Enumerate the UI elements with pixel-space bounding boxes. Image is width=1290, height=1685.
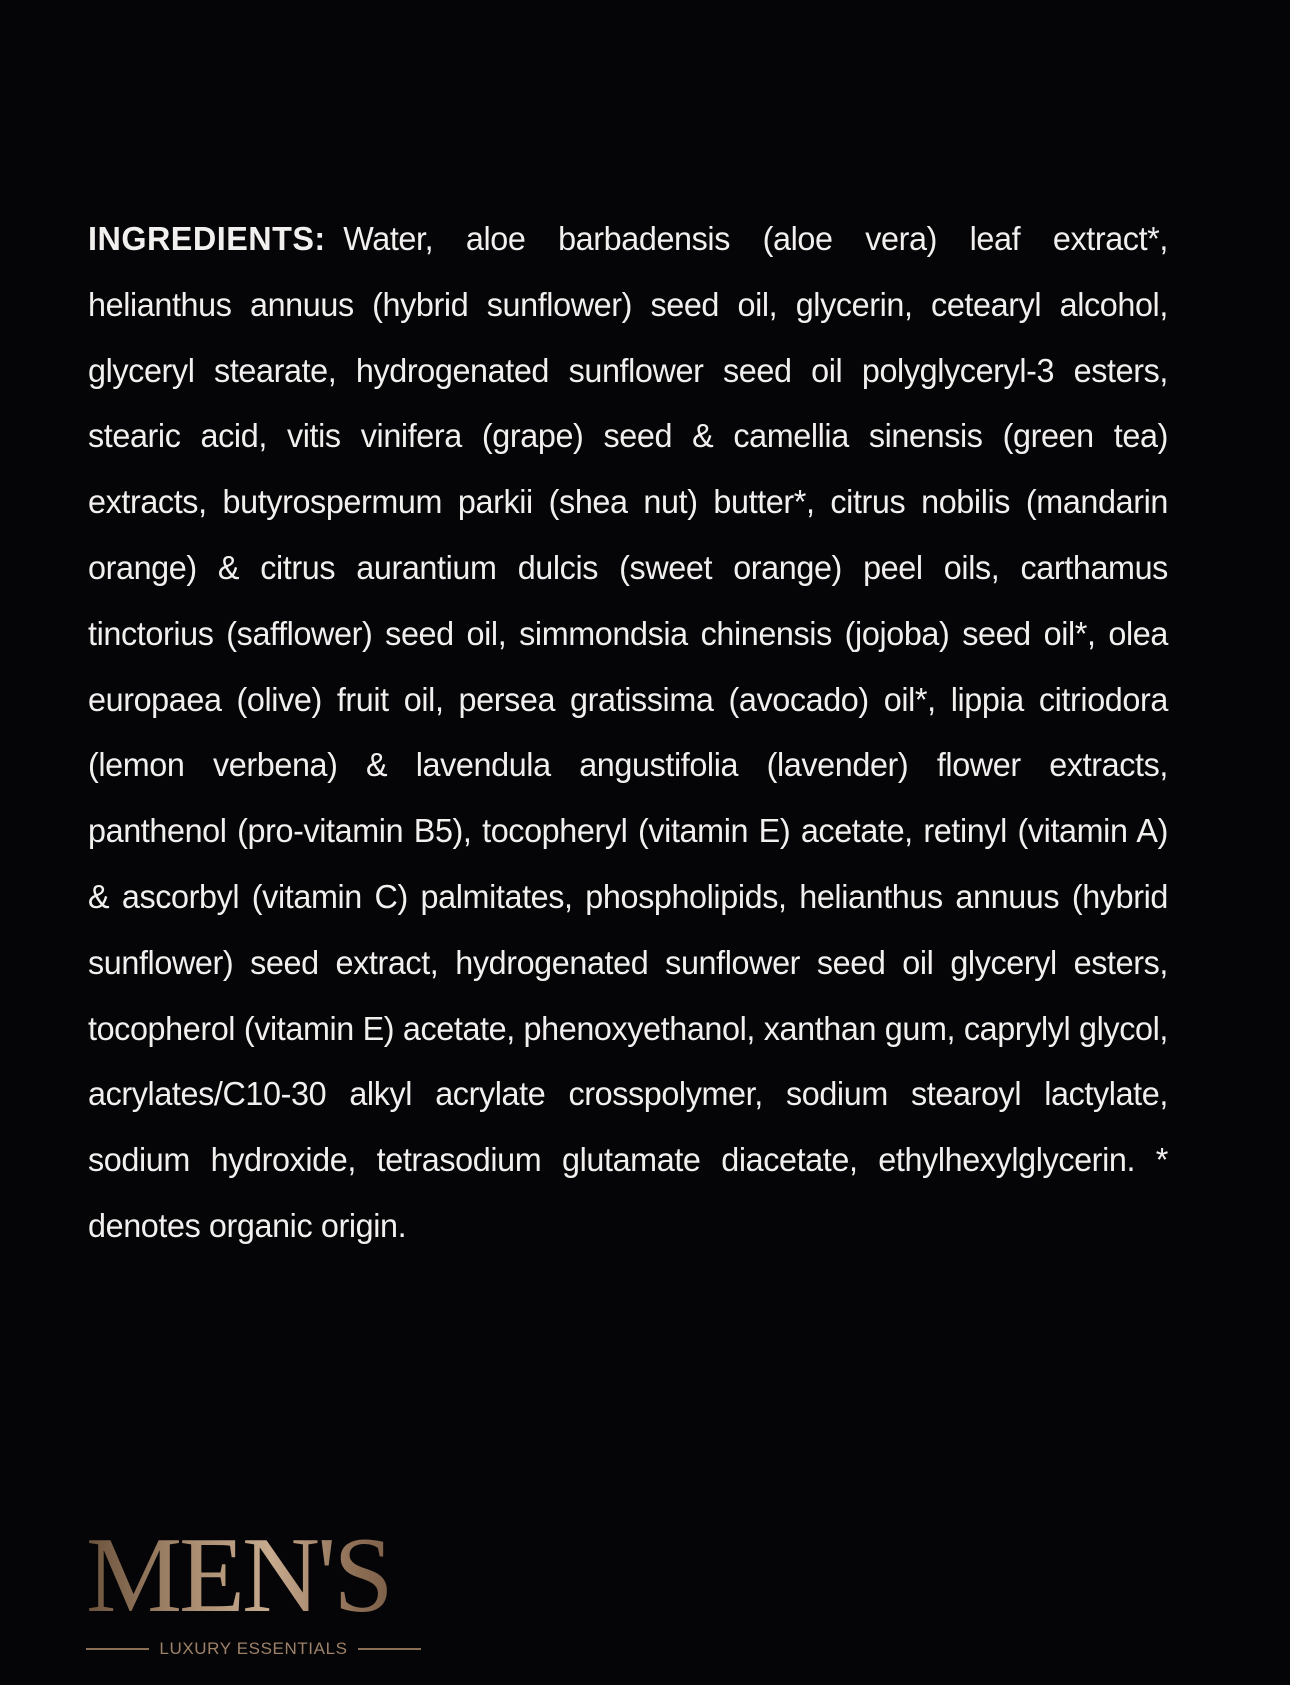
logo-tagline: LUXURY ESSENTIALS: [159, 1639, 348, 1658]
logo-tagline-row: [86, 1639, 421, 1659]
logo-divider-right: [358, 1648, 421, 1650]
ingredients-label: INGREDIENTS:: [88, 220, 326, 257]
logo-wordmark: MEN'S: [86, 1522, 421, 1630]
ingredients-text: Water, aloe barbadensis (aloe vera) leaf extract*, helianthus annuus (hybrid sunflower) seed oil, glycerin, cetearyl alcohol, glyceryl stearate, hydrogenated sunflower seed oil polyglyceryl-3 esters, stearic acid, vitis vinifera (grape) seed & camellia sinensis (green tea) extracts, butyrospermum parkii (shea nut) butter*, citrus nobilis (mandarin orange) & citrus aurantium dulcis (sweet orange) peel oils, carthamus tinctorius (safflower) seed oil, simmondsia chinensis (jojoba) seed oil*, olea europaea (olive) fruit oil, persea gratissima (avocado) oil*, lippia citriodora (lemon verbena) & lavendula angustifolia (lavender) flower extracts, panthenol (pro-vitamin B5), tocopheryl (vitamin E) acetate, retinyl (vitamin A) & ascorbyl (vitamin C) palmitates, phospholipids, helianthus annuus (hybrid sunflower) seed extract, hydrogenated sunflower seed oil glyceryl esters, tocopherol (vitamin E) acetate, phenoxyethanol, xanthan gum, caprylyl glycol, acrylates/C10-30 alkyl acrylate crosspolymer, sodium stearoyl lactylate, sodium hydroxide, tetrasodium glutamate diacetate, ethylhexylglycerin. * denotes organic origin.: [88, 220, 1168, 1244]
brand-logo: [86, 1516, 421, 1659]
ingredients-paragraph: [88, 206, 1168, 1259]
logo-divider-left: [86, 1648, 149, 1650]
